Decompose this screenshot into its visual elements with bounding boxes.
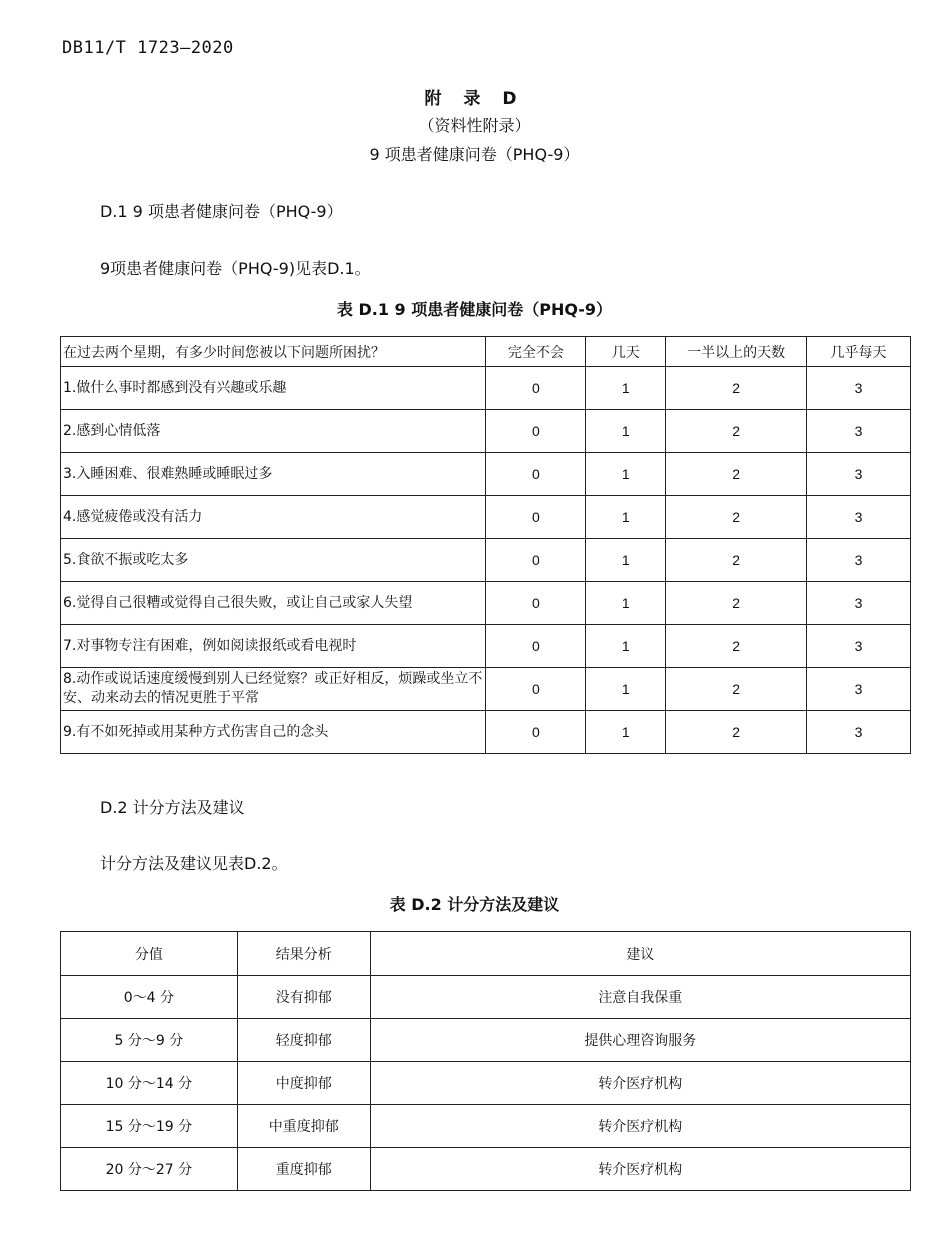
result-cell: 重度抑郁 xyxy=(237,1148,370,1191)
score-cell: 2 xyxy=(666,668,807,711)
table-row xyxy=(61,1062,911,1105)
score-cell: 0 xyxy=(486,668,586,711)
header-result: 结果分析 xyxy=(237,932,370,976)
section-d2-paragraph: 计分方法及建议见表D.2。 xyxy=(100,854,288,873)
result-cell: 没有抑郁 xyxy=(237,976,370,1019)
score-range-cell: 20 分～27 分 xyxy=(61,1148,238,1191)
score-cell: 3 xyxy=(807,582,911,625)
question-cell: 1.做什么事时都感到没有兴趣或乐趣 xyxy=(61,367,486,410)
question-cell: 5.食欲不振或吃太多 xyxy=(61,539,486,582)
question-cell: 3.入睡困难、很难熟睡或睡眠过多 xyxy=(61,453,486,496)
appendix-title: 附 录 D xyxy=(424,89,525,109)
section-d2-heading: D.2 计分方法及建议 xyxy=(100,798,245,817)
table-row xyxy=(61,1105,911,1148)
score-range-cell: 0～4 分 xyxy=(61,976,238,1019)
table-header-row xyxy=(61,337,911,367)
score-cell: 1 xyxy=(586,367,666,410)
table-row xyxy=(61,582,911,625)
table-row xyxy=(61,1019,911,1062)
advice-cell: 转介医疗机构 xyxy=(370,1105,910,1148)
score-cell: 3 xyxy=(807,367,911,410)
score-cell: 3 xyxy=(807,711,911,754)
question-cell: 7.对事物专注有困难，例如阅读报纸或看电视时 xyxy=(61,625,486,668)
score-cell: 2 xyxy=(666,453,807,496)
section-d1-paragraph: 9项患者健康问卷（PHQ-9)见表D.1。 xyxy=(100,259,371,278)
score-cell: 1 xyxy=(586,410,666,453)
question-cell: 4.感觉疲倦或没有活力 xyxy=(61,496,486,539)
score-cell: 0 xyxy=(486,453,586,496)
score-cell: 1 xyxy=(586,668,666,711)
score-cell: 2 xyxy=(666,367,807,410)
table-row xyxy=(61,410,911,453)
score-cell: 3 xyxy=(807,625,911,668)
phq9-table xyxy=(60,336,911,754)
advice-cell: 转介医疗机构 xyxy=(370,1062,910,1105)
score-cell: 2 xyxy=(666,625,807,668)
table-row xyxy=(61,496,911,539)
score-cell: 0 xyxy=(486,582,586,625)
header-score: 分值 xyxy=(61,932,238,976)
table-row xyxy=(61,367,911,410)
score-cell: 2 xyxy=(666,711,807,754)
score-cell: 2 xyxy=(666,582,807,625)
table-row xyxy=(61,668,911,711)
header-several-days: 几天 xyxy=(586,337,666,367)
score-cell: 2 xyxy=(666,539,807,582)
question-cell: 2.感到心情低落 xyxy=(61,410,486,453)
header-question: 在过去两个星期，有多少时间您被以下问题所困扰？ xyxy=(61,337,486,367)
score-cell: 0 xyxy=(486,367,586,410)
result-cell: 中重度抑郁 xyxy=(237,1105,370,1148)
score-cell: 1 xyxy=(586,711,666,754)
score-cell: 3 xyxy=(807,539,911,582)
score-range-cell: 5 分～9 分 xyxy=(61,1019,238,1062)
score-cell: 0 xyxy=(486,410,586,453)
appendix-name: 9 项患者健康问卷（PHQ-9） xyxy=(369,145,580,164)
table-row xyxy=(61,1148,911,1191)
question-cell: 8.动作或说话速度缓慢到别人已经觉察？或正好相反，烦躁或坐立不安、动来动去的情况更胜于平常 xyxy=(61,668,486,711)
question-cell: 6.觉得自己很糟或觉得自己很失败，或让自己或家人失望 xyxy=(61,582,486,625)
header-nearly-every-day: 几乎每天 xyxy=(807,337,911,367)
score-cell: 3 xyxy=(807,496,911,539)
result-cell: 轻度抑郁 xyxy=(237,1019,370,1062)
table-row xyxy=(61,539,911,582)
table-row xyxy=(61,976,911,1019)
table-d2-caption: 表 D.2 计分方法及建议 xyxy=(389,895,560,914)
score-cell: 0 xyxy=(486,711,586,754)
score-cell: 1 xyxy=(586,453,666,496)
score-cell: 3 xyxy=(807,668,911,711)
score-cell: 2 xyxy=(666,410,807,453)
header-advice: 建议 xyxy=(370,932,910,976)
appendix-subtitle: （资料性附录） xyxy=(418,116,531,135)
section-d1-heading: D.1 9 项患者健康问卷（PHQ-9） xyxy=(100,202,343,221)
score-cell: 1 xyxy=(586,625,666,668)
table-header-row xyxy=(61,932,911,976)
table-d1-caption: 表 D.1 9 项患者健康问卷（PHQ-9） xyxy=(336,300,613,319)
score-cell: 0 xyxy=(486,539,586,582)
question-cell: 9.有不如死掉或用某种方式伤害自己的念头 xyxy=(61,711,486,754)
score-cell: 1 xyxy=(586,496,666,539)
score-cell: 2 xyxy=(666,496,807,539)
score-range-cell: 15 分～19 分 xyxy=(61,1105,238,1148)
score-cell: 1 xyxy=(586,582,666,625)
score-cell: 3 xyxy=(807,410,911,453)
score-cell: 0 xyxy=(486,496,586,539)
table-row xyxy=(61,625,911,668)
score-cell: 3 xyxy=(807,453,911,496)
advice-cell: 注意自我保重 xyxy=(370,976,910,1019)
result-cell: 中度抑郁 xyxy=(237,1062,370,1105)
table-row xyxy=(61,711,911,754)
scoring-table xyxy=(60,931,911,1191)
advice-cell: 提供心理咨询服务 xyxy=(370,1019,910,1062)
score-range-cell: 10 分～14 分 xyxy=(61,1062,238,1105)
score-cell: 0 xyxy=(486,625,586,668)
header-not-at-all: 完全不会 xyxy=(486,337,586,367)
advice-cell: 转介医疗机构 xyxy=(370,1148,910,1191)
standard-code: DB11/T 1723—2020 xyxy=(62,38,234,58)
header-more-than-half: 一半以上的天数 xyxy=(666,337,807,367)
score-cell: 1 xyxy=(586,539,666,582)
table-row xyxy=(61,453,911,496)
